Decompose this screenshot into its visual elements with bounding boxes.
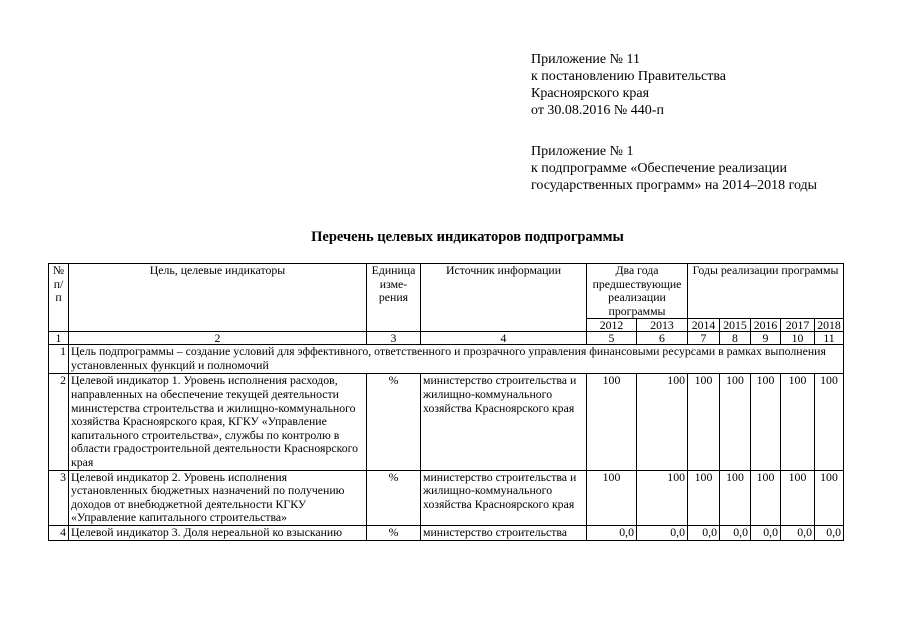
value-cell: 0,0 xyxy=(815,525,844,540)
value-cell: 100 xyxy=(815,374,844,470)
value-cell: 100 xyxy=(637,374,688,470)
value-cell: 0,0 xyxy=(720,525,751,540)
value-cell: 100 xyxy=(637,470,688,525)
row-number: 3 xyxy=(49,470,69,525)
value-cell: 100 xyxy=(720,470,751,525)
table-row xyxy=(49,374,844,470)
table-row xyxy=(49,470,844,525)
column-number: 1 xyxy=(49,332,69,345)
year-cell: 2015 xyxy=(720,319,751,332)
value-cell: 0,0 xyxy=(637,525,688,540)
appendix-header-main xyxy=(531,51,726,119)
indicator-text: Целевой индикатор 2. Уровень исполнения установленных бюджетных назначений по получению доходов от внебюджетной деятельности КГКУ «Управление капитального строительства» xyxy=(69,470,367,525)
appendix-line: к постановлению Правительства xyxy=(531,69,727,84)
value-cell: 100 xyxy=(751,374,781,470)
goal-row xyxy=(49,345,844,374)
appendix-line: к подпрограмме «Обеспечение реализации xyxy=(531,161,787,176)
row-number: 1 xyxy=(49,345,69,374)
value-cell: 100 xyxy=(720,374,751,470)
column-number: 8 xyxy=(720,332,751,345)
value-cell: 0,0 xyxy=(781,525,815,540)
value-cell: 100 xyxy=(781,470,815,525)
year-cell: 2012 xyxy=(587,319,637,332)
appendix-line: Красноярского края xyxy=(531,86,650,101)
year-cell: 2018 xyxy=(815,319,844,332)
value-cell: 0,0 xyxy=(688,525,720,540)
column-number: 11 xyxy=(815,332,844,345)
value-cell: 100 xyxy=(688,470,720,525)
indicator-text: Целевой индикатор 3. Доля нереальной ко взысканию xyxy=(69,525,367,540)
header-two-years: Два года предшествующие реализации программы xyxy=(587,264,688,319)
column-number: 5 xyxy=(587,332,637,345)
header-goal: Цель, целевые индикаторы xyxy=(69,264,367,332)
header-unit: Единица изме-рения xyxy=(367,264,421,332)
indicator-text: Целевой индикатор 1. Уровень исполнения расходов, направленных на обеспечение текущей деятельности министерства строительства и жилищно-коммунального хозяйства Красноярского края, КГКУ «Управление капитального строительства», службы по контролю в области градостроительной деятельности Красноярского края xyxy=(69,374,367,470)
appendix-line: государственных программ» на 2014–2018 годы xyxy=(531,178,818,193)
value-cell: 0,0 xyxy=(751,525,781,540)
goal-text: Цель подпрограммы – создание условий для эффективного, ответственного и прозрачного управления финансовыми ресурсами в рамках выполнения установленных функций и полномочий xyxy=(69,345,844,374)
appendix-line: от 30.08.2016 № 440-п xyxy=(531,103,664,118)
value-cell: 100 xyxy=(751,470,781,525)
appendix-line: Приложение № 1 xyxy=(531,144,634,159)
indicators-table xyxy=(48,263,844,541)
row-number: 4 xyxy=(49,525,69,540)
appendix-header-sub xyxy=(531,143,817,194)
value-cell: 100 xyxy=(815,470,844,525)
column-number: 2 xyxy=(69,332,367,345)
column-number: 4 xyxy=(421,332,587,345)
row-number: 2 xyxy=(49,374,69,470)
value-cell: 100 xyxy=(587,470,637,525)
column-number: 10 xyxy=(781,332,815,345)
year-cell: 2017 xyxy=(781,319,815,332)
column-number: 7 xyxy=(688,332,720,345)
value-cell: 100 xyxy=(781,374,815,470)
header-program-years: Годы реализации программы xyxy=(688,264,844,319)
column-number: 3 xyxy=(367,332,421,345)
unit-cell: % xyxy=(367,374,421,470)
year-cell: 2014 xyxy=(688,319,720,332)
value-cell: 100 xyxy=(688,374,720,470)
unit-cell: % xyxy=(367,525,421,540)
year-cell: 2013 xyxy=(637,319,688,332)
column-number: 9 xyxy=(751,332,781,345)
document-title: Перечень целевых индикаторов подпрограммы xyxy=(311,229,624,245)
table-row xyxy=(49,525,844,540)
value-cell: 0,0 xyxy=(587,525,637,540)
year-cell: 2016 xyxy=(751,319,781,332)
appendix-line: Приложение № 11 xyxy=(531,52,640,67)
value-cell: 100 xyxy=(587,374,637,470)
header-source: Источник информации xyxy=(421,264,587,332)
column-number: 6 xyxy=(637,332,688,345)
unit-cell: % xyxy=(367,470,421,525)
header-num: № п/п xyxy=(49,264,69,332)
source-cell: министерство строительства и жилищно-коммунального хозяйства Красноярского края xyxy=(421,374,587,470)
source-cell: министерство строительства xyxy=(421,525,587,540)
source-cell: министерство строительства и жилищно-коммунального хозяйства Красноярского края xyxy=(421,470,587,525)
